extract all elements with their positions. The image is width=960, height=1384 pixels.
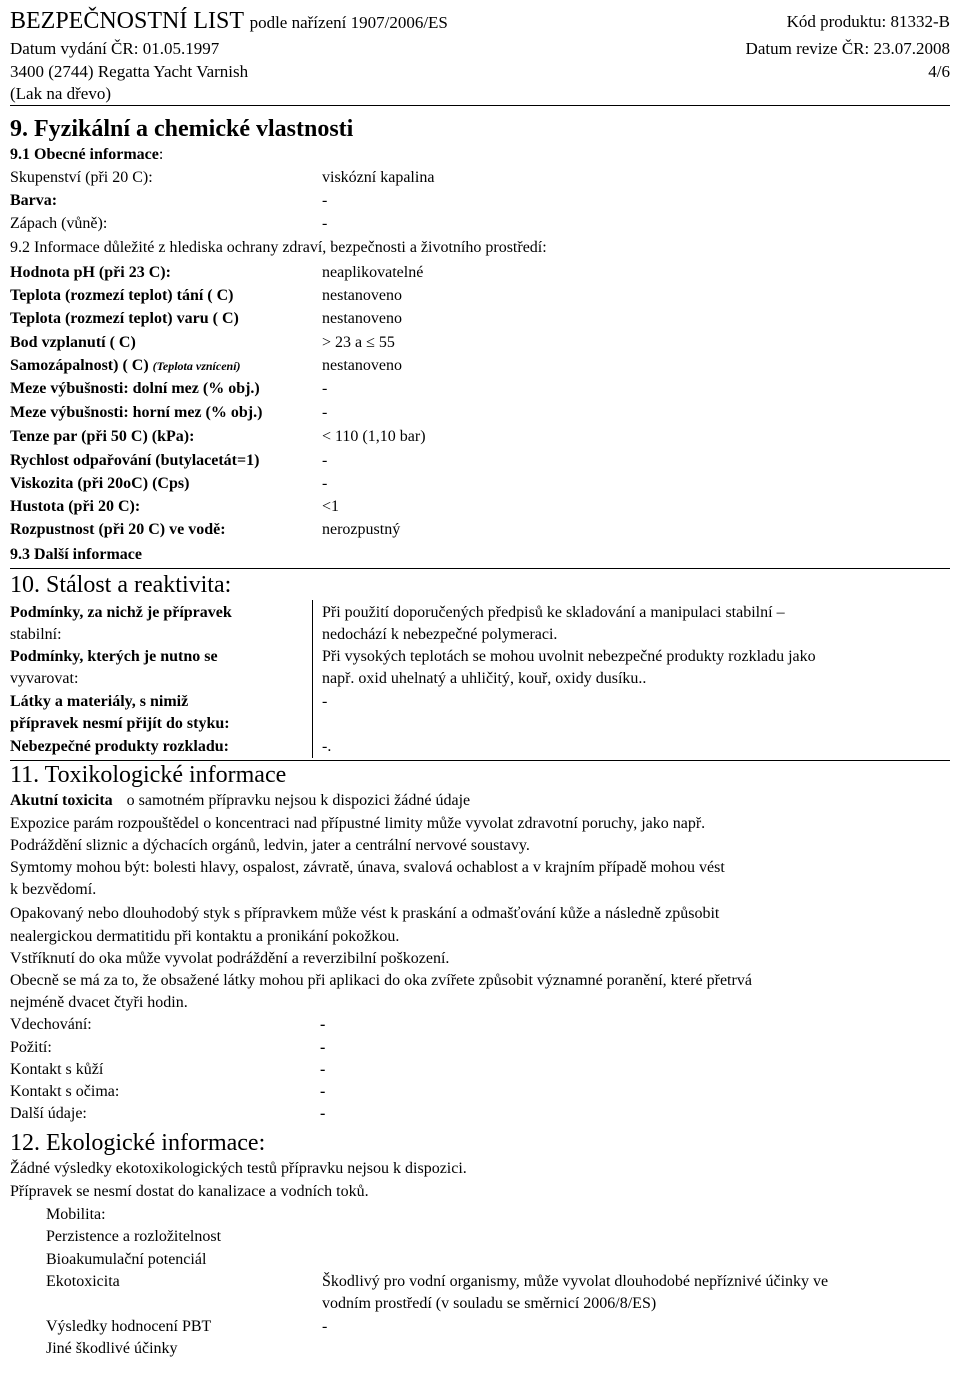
section10-title: 10. Stálost a reaktivita: [10, 572, 232, 598]
product-name: 3400 (2744) Regatta Yacht Varnish [10, 62, 249, 81]
property-label: Rychlost odpařování (butylacetát=1) [10, 452, 260, 469]
property-row [10, 332, 950, 354]
property-value: neaplikovatelné [322, 264, 424, 281]
condition-label: Látky a materiály, s nimiž přípravek nesmí přijít do styku: [10, 693, 230, 732]
eco-item-label: Perzistence a rozložitelnost [46, 1228, 222, 1245]
property-label: Hustota (při 20 C): [10, 498, 141, 515]
property-value: nestanoveno [322, 310, 402, 327]
revision-date: Datum revize ČR: 23.07.2008 [745, 39, 950, 58]
property-value: viskózní kapalina [322, 169, 435, 186]
property-label: Samozápalnost) ( C) (Teplota vznícení) [10, 357, 241, 374]
section11-title: 11. Toxikologické informace [10, 762, 287, 788]
exposure-row [10, 1014, 950, 1036]
exposure-value: - [320, 1039, 326, 1056]
property-label: Teplota (rozmezí teplot) varu ( C) [10, 310, 239, 327]
property-value: - [322, 452, 328, 469]
exposure-row [10, 1037, 950, 1059]
property-label: Skupenství (při 20 C): [10, 169, 153, 186]
eco-item-label: Ekotoxicita [46, 1273, 120, 1290]
property-label: Barva: [10, 192, 58, 209]
property-value: - [322, 475, 328, 492]
eco-item-label: Jiné škodlivé účinky [46, 1340, 178, 1357]
eco-item-label: Bioakumulační potenciál [46, 1251, 207, 1268]
property-row [10, 213, 950, 235]
tox-paragraph: nejméně dvacet čtyři hodin. [10, 994, 188, 1011]
tox-paragraph: Expozice parám rozpouštědel o koncentraci nad přípustné limity může vyvolat zdravotní poruchy, jako např. [10, 815, 706, 832]
eco-item-value: Škodlivý pro vodní organismy, může vyvolat dlouhodobé nepříznivé účinky ve vodním prostředí (v souladu se směrnicí 2006/8/ES) [322, 1273, 829, 1312]
condition-value: Při vysokých teplotách se mohou uvolnit nebezpečné produkty rozkladu jako např. oxid uhelnatý a uhličitý, kouř, oxidy dusíku.. [322, 648, 816, 687]
condition-label: Podmínky, za nichž je přípravek stabilní: [10, 604, 232, 643]
property-row [10, 378, 950, 400]
property-value: nerozpustný [322, 521, 401, 538]
title-main: BEZPEČNOSTNÍ LIST [10, 8, 244, 34]
exposure-label: Kontakt s očima: [10, 1083, 120, 1100]
exposure-label: Další údaje: [10, 1105, 87, 1122]
property-row [10, 426, 950, 448]
exposure-value: - [320, 1083, 326, 1100]
property-value: - [322, 192, 328, 209]
property-label: Zápach (vůně): [10, 215, 108, 232]
property-row [10, 308, 950, 330]
property-value: - [322, 404, 328, 421]
product-code: Kód produktu: 81332-B [786, 12, 950, 31]
tox-paragraph: nealergickou dermatitidu při kontaktu a pronikání pokožkou. [10, 928, 400, 945]
condition-label: Nebezpečné produkty rozkladu: [10, 738, 229, 755]
property-label: Meze výbušnosti: dolní mez (% obj.) [10, 380, 260, 397]
property-row [10, 285, 950, 307]
acute-toxicity [10, 790, 950, 812]
property-row [10, 496, 950, 518]
condition-label: Podmínky, kterých je nutno se vyvarovat: [10, 648, 218, 687]
acute-toxicity-text: o samotném přípravku nejsou k dispozici žádné údaje [126, 792, 471, 809]
exposure-label: Požití: [10, 1039, 52, 1056]
property-label: Teplota (rozmezí teplot) tání ( C) [10, 287, 234, 304]
property-label: Hodnota pH (při 23 C): [10, 264, 171, 281]
property-row [10, 167, 950, 189]
section9-sub3: 9.3 Další informace [10, 546, 142, 563]
property-row [10, 190, 950, 212]
property-value: nestanoveno [322, 357, 402, 374]
property-row [10, 473, 950, 495]
issue-date: Datum vydání ČR: 01.05.1997 [10, 39, 220, 58]
property-value: > 23 a ≤ 55 [322, 334, 395, 351]
property-row [10, 262, 950, 284]
tox-paragraph: k bezvědomí. [10, 881, 97, 898]
property-row [10, 402, 950, 424]
tox-paragraph: Vstříknutí do oka může vyvolat podráždění a reverzibilní poškození. [10, 950, 450, 967]
eco-paragraph: Přípravek se nesmí dostat do kanalizace a vodních toků. [10, 1183, 369, 1200]
exposure-label: Kontakt s kůží [10, 1061, 104, 1078]
eco-item-label: Výsledky hodnocení PBT [46, 1318, 212, 1335]
section12-title: 12. Ekologické informace: [10, 1130, 266, 1156]
exposure-row [10, 1081, 950, 1103]
property-row [10, 450, 950, 472]
exposure-value: - [320, 1105, 326, 1122]
property-label: Rozpustnost (při 20 C) ve vodě: [10, 521, 226, 538]
property-label: Viskozita (při 20oC) (Cps) [10, 475, 190, 492]
property-value: nestanoveno [322, 287, 402, 304]
tox-paragraph: Obecně se má za to, že obsažené látky mohou při aplikaci do oka zvířete způsobit významné poranění, které přetrvá [10, 972, 752, 989]
header-divider [10, 105, 950, 106]
acute-toxicity-label: Akutní toxicita [10, 792, 113, 809]
eco-item-value: - [322, 1318, 328, 1335]
property-label: Tenze par (při 50 C) (kPa): [10, 428, 195, 445]
exposure-label: Vdechování: [10, 1016, 92, 1033]
section-divider [10, 568, 950, 569]
property-label-note: (Teplota vznícení) [152, 359, 241, 373]
exposure-row [10, 1059, 950, 1081]
section9-sub1: 9.1 Obecné informace: [10, 146, 164, 163]
property-value: <1 [322, 498, 340, 515]
section-divider [10, 760, 950, 761]
exposure-value: - [320, 1061, 326, 1078]
condition-value: Při použití doporučených předpisů ke skladování a manipulaci stabilní – nedochází k nebezpečné polymeraci. [322, 604, 785, 643]
eco-paragraph: Žádné výsledky ekotoxikologických testů přípravku nejsou k dispozici. [10, 1160, 467, 1177]
title-regulation: podle nařízení 1907/2006/ES [249, 13, 448, 32]
property-value: < 110 (1,10 bar) [322, 428, 426, 445]
section9-sub2: 9.2 Informace důležité z hlediska ochrany zdraví, bezpečnosti a životního prostředí: [10, 239, 547, 256]
property-row [10, 355, 950, 377]
property-label: Bod vzplanutí ( C) [10, 334, 136, 351]
eco-item-label: Mobilita: [46, 1206, 106, 1223]
property-row [10, 519, 950, 541]
property-label: Meze výbušnosti: horní mez (% obj.) [10, 404, 263, 421]
document-title [10, 8, 448, 36]
section9-title: 9. Fyzikální a chemické vlastnosti [10, 116, 354, 142]
product-subtitle: (Lak na dřevo) [10, 84, 112, 103]
tox-paragraph: Podráždění sliznic a dýchacích orgánů, ledvin, jater a centrální nervové soustavy. [10, 837, 530, 854]
tox-paragraph: Symtomy mohou být: bolesti hlavy, ospalost, závratě, únava, svalová ochablost a v krajním případě mohou vést [10, 859, 725, 876]
condition-value: - [322, 693, 328, 710]
page-number: 4/6 [928, 62, 950, 81]
tox-paragraph: Opakovaný nebo dlouhodobý styk s přípravkem může vést k praskání a odmašťování kůže a následně způsobit [10, 905, 720, 922]
property-value: - [322, 215, 328, 232]
property-value: - [322, 380, 328, 397]
condition-value: -. [322, 738, 332, 755]
exposure-value: - [320, 1016, 326, 1033]
exposure-row [10, 1103, 950, 1125]
column-divider [312, 600, 313, 758]
